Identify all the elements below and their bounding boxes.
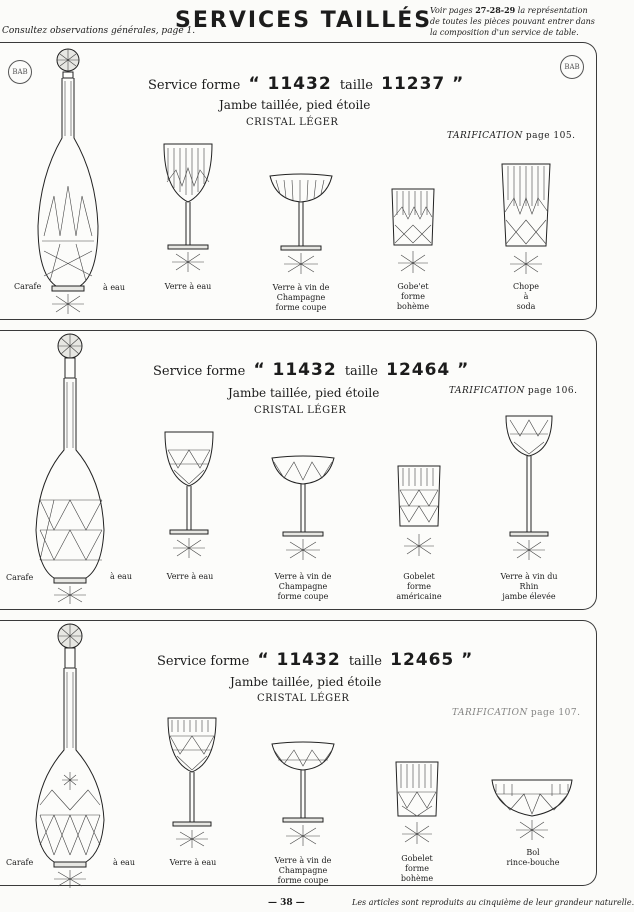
glass-1-3-drawing bbox=[388, 185, 438, 277]
stamp-left-icon: BAB bbox=[8, 60, 32, 84]
glass-2-3-drawing bbox=[394, 462, 444, 560]
carafe-3-label: Carafe bbox=[6, 858, 34, 867]
tarif-label: TARIFICATION bbox=[447, 131, 523, 141]
header-right-note bbox=[430, 5, 598, 38]
glass-1-2-caption: Verre à vin de Champagne forme coupe bbox=[272, 283, 330, 312]
tarif-label: TARIFICATION bbox=[449, 386, 525, 396]
service-1-subtitle: Jambe taillée, pied étoile bbox=[219, 98, 371, 112]
page-title: SERVICES TAILLÉS bbox=[175, 8, 433, 33]
forme-number: “ 11432 bbox=[248, 74, 332, 94]
glass-2-2-caption: Verre à vin de Champagne forme coupe bbox=[274, 572, 332, 601]
service-2-tarif bbox=[449, 386, 577, 396]
forme-label: Service forme bbox=[153, 364, 246, 379]
footer-note: Les articles sont reproduits au cinquième de leur grandeur naturelle. bbox=[352, 898, 634, 907]
service-1-material: CRISTAL LÉGER bbox=[246, 117, 339, 128]
glass-2-1-drawing bbox=[160, 428, 218, 560]
glass-1-4-caption: Chope à soda bbox=[513, 282, 539, 311]
taille-number: 12465 ” bbox=[390, 650, 474, 670]
carafe-3-drawing bbox=[32, 620, 112, 892]
glass-3-3-drawing bbox=[392, 758, 442, 848]
glass-3-2-drawing bbox=[268, 738, 338, 850]
header-left-note: Consultez observations générales, page 1. bbox=[2, 26, 196, 36]
tarif-page: page 107. bbox=[530, 708, 581, 718]
glass-2-4-drawing bbox=[502, 412, 556, 562]
service-3-title bbox=[157, 650, 477, 670]
taille-label: taille bbox=[348, 654, 382, 669]
glass-3-1-caption: Verre à eau bbox=[169, 858, 217, 867]
service-2-material: CRISTAL LÉGER bbox=[254, 405, 347, 416]
carafe-3-suffix: à eau bbox=[113, 858, 135, 867]
glass-1-1-drawing bbox=[158, 140, 218, 275]
service-3-tarif bbox=[452, 708, 580, 718]
page-number: — 38 — bbox=[268, 898, 305, 908]
taille-label: taille bbox=[344, 364, 378, 379]
tarif-page: page 106. bbox=[527, 386, 578, 396]
forme-number: “ 11432 bbox=[257, 650, 341, 670]
carafe-2-suffix: à eau bbox=[110, 572, 132, 581]
glass-1-4-drawing bbox=[498, 160, 554, 278]
glass-2-4-caption: Verre à vin du Rhin jambe élevée bbox=[500, 572, 558, 601]
forme-label: Service forme bbox=[148, 78, 241, 93]
taille-number: 12464 ” bbox=[386, 360, 470, 380]
service-2-title bbox=[153, 360, 473, 380]
forme-label: Service forme bbox=[157, 654, 250, 669]
carafe-1-label: Carafe bbox=[14, 282, 42, 291]
service-1-tarif bbox=[447, 131, 575, 141]
carafe-2-drawing bbox=[32, 330, 112, 606]
service-3-subtitle: Jambe taillée, pied étoile bbox=[230, 675, 382, 689]
glass-3-4-caption: Bol rince-bouche bbox=[506, 848, 560, 867]
glass-3-1-drawing bbox=[163, 714, 221, 850]
glass-1-3-caption: Gobe'et forme bohème bbox=[396, 282, 430, 311]
header-right-rest: la représentation de toutes les pièces pouvant entrer dans la composition d'un service de table. bbox=[430, 6, 595, 37]
header-right-pages: 27-28-29 bbox=[475, 5, 516, 15]
header-right-prefix: Voir pages bbox=[430, 6, 473, 15]
service-2-subtitle: Jambe taillée, pied étoile bbox=[228, 386, 380, 400]
forme-number: “ 11432 bbox=[253, 360, 337, 380]
carafe-1-suffix: à eau bbox=[103, 283, 125, 292]
taille-number: 11237 ” bbox=[381, 74, 465, 94]
service-3-material: CRISTAL LÉGER bbox=[257, 693, 350, 704]
carafe-2-label: Carafe bbox=[6, 573, 34, 582]
glass-3-3-caption: Gobelet forme bohème bbox=[400, 854, 434, 883]
service-1-title bbox=[148, 74, 468, 94]
glass-1-1-caption: Verre à eau bbox=[164, 282, 212, 291]
glass-1-2-drawing bbox=[266, 170, 336, 278]
tarif-page: page 105. bbox=[525, 131, 576, 141]
carafe-1-drawing bbox=[30, 46, 110, 316]
glass-3-4-drawing bbox=[488, 776, 576, 842]
tarif-label: TARIFICATION bbox=[452, 708, 528, 718]
stamp-right-icon: BAB bbox=[560, 55, 584, 79]
glass-2-2-drawing bbox=[268, 452, 338, 564]
glass-2-3-caption: Gobelet forme américaine bbox=[396, 572, 442, 601]
taille-label: taille bbox=[339, 78, 373, 93]
glass-3-2-caption: Verre à vin de Champagne forme coupe bbox=[274, 856, 332, 885]
glass-2-1-caption: Verre à eau bbox=[166, 572, 214, 581]
